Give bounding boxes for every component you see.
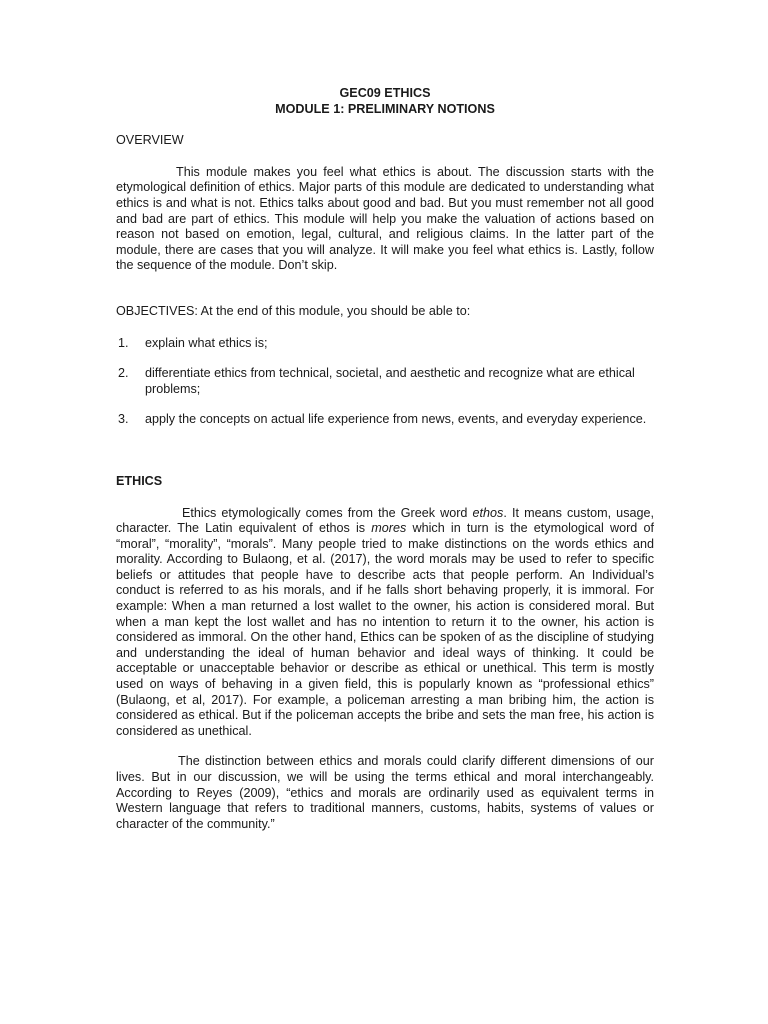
list-item: [116, 366, 654, 397]
ethics-paragraph-2: The distinction between ethics and morals could clarify different dimensions of our lives. But in our discussion, we will be using the terms ethical and moral interchangeably. According to Reyes (2009), “ethics and morals are ordinarily used as equivalent terms in Western language that refers to traditional manners, customs, habits, systems of values or character of the community.”: [116, 754, 654, 831]
text-run: which in turn is the etymological word of “moral”, “morality”, “morals”. Many people tried to make distinctions on the words ethics and morality. According to Bulaong, et al. (2017), the word morals may be used to refer to specific beliefs or attitudes that people have to describe acts that people perform. An Individual’s conduct is referred to as his morals, and if he falls short behaving properly, it is immoral. For example: When a man returned a lost wallet to the owner, his action is considered moral. But when a man kept the lost wallet and has no intention to return it to the owner, his action is considered as immoral. On the other hand, Ethics can be spoken of as the discipline of studying and understanding the ideal of human behavior and ideal ways of thinking. It could be acceptable or unacceptable behavior or describe as ethical or unethical. This term is mostly used on ways of behaving in a given field, this is popularly known as “professional ethics” (Bulaong, et al, 2017). For example, a policeman arresting a man bribing him, the action is considered as ethical. But if the policeman accepts the bribe and sets the man free, his action is considered as unethical.: [116, 521, 654, 738]
list-number: 1.: [118, 335, 129, 350]
text-run: . It means custom, usage, character. The Latin equivalent of ethos is: [116, 505, 654, 536]
module-title: MODULE 1: PRELIMINARY NOTIONS: [275, 101, 495, 116]
term-mores: mores: [371, 521, 407, 536]
list-text: apply the concepts on actual life experience from news, events, and everyday experience.: [145, 412, 647, 427]
list-item: [116, 336, 654, 352]
list-item: [116, 412, 654, 428]
list-number: 3.: [118, 412, 129, 427]
overview-label: OVERVIEW: [116, 133, 184, 148]
ethics-heading: ETHICS: [116, 473, 163, 488]
text-run: Ethics etymologically comes from the Greek word: [182, 505, 473, 520]
course-title: GEC09 ETHICS: [339, 86, 431, 100]
term-ethos: ethos: [472, 505, 504, 520]
objectives-list: [116, 336, 654, 428]
objectives-intro: OBJECTIVES: At the end of this module, you should be able to:: [116, 303, 471, 318]
list-text: explain what ethics is;: [145, 335, 268, 350]
list-number: 2.: [118, 366, 129, 381]
ethics-paragraph-1: [116, 506, 654, 740]
document-page: [116, 86, 654, 832]
list-text: differentiate ethics from technical, societal, and aesthetic and recognize what are ethical problems;: [145, 366, 635, 396]
overview-paragraph: This module makes you feel what ethics is about. The discussion starts with the etymological definition of ethics. Major parts of this module are dedicated to understanding what ethics is and what is not. Ethics talks about good and bad. But you must remember not all good and bad are part of ethics. This module will help you make the valuation of actions based on reason not based on emotion, legal, cultural, and religious claims. In the latter part of the module, there are cases that you will analyze. It will make you feel what ethics is. Lastly, follow the sequence of the module. Don’t skip.: [116, 164, 654, 273]
